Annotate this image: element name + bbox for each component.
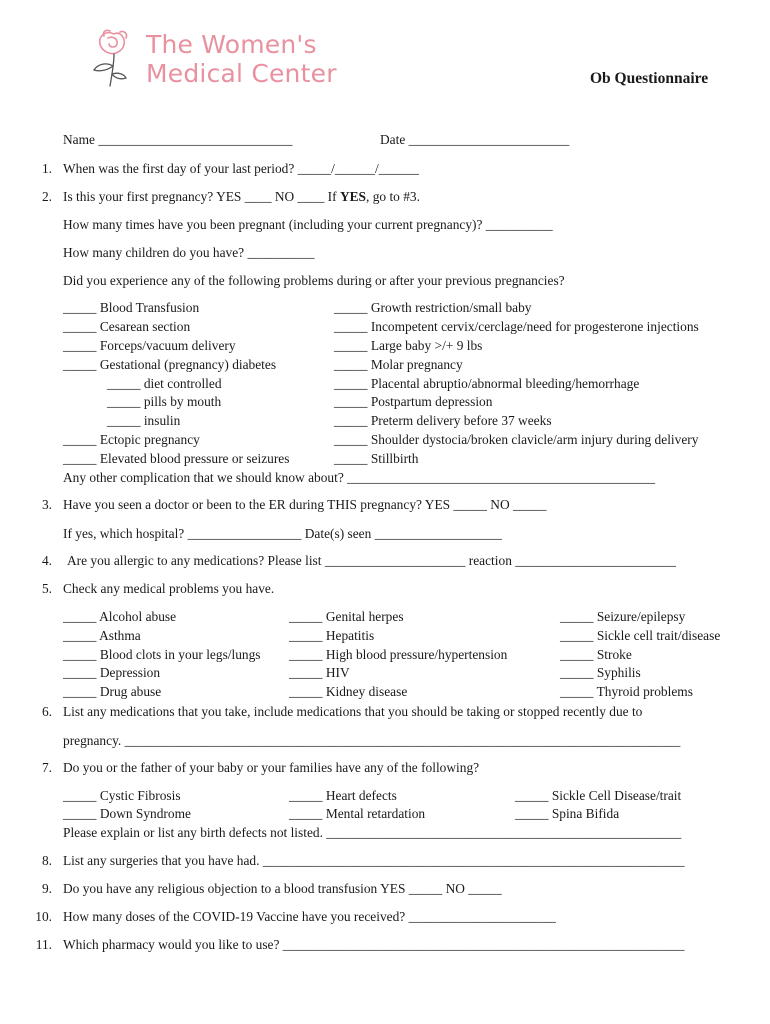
q5-problem-col2[interactable]: _____ Kidney disease [289, 684, 408, 699]
q2-problem-right[interactable]: _____ Molar pregnancy [334, 357, 463, 372]
q2-text-b: , go to #3. [366, 189, 420, 204]
q9-text[interactable]: Do you have any religious objection to a blood transfusion YES _____ NO _____ [63, 881, 502, 896]
q3-number: 3. [41, 497, 52, 512]
q5-problem-col1[interactable]: _____ Drug abuse [63, 684, 162, 699]
q2-times-pregnant[interactable]: How many times have you been pregnant (including your current pregnancy)? __________ [63, 217, 553, 232]
q2-text-a: Is this your first pregnancy? YES ____ NO ____ If [63, 189, 340, 204]
q3-text[interactable]: Have you seen a doctor or been to the ER during THIS pregnancy? YES _____ NO _____ [63, 497, 547, 512]
q7-number: 7. [41, 760, 52, 775]
q2-problem-left[interactable]: _____ Ectopic pregnancy [63, 432, 200, 447]
q1-number: 1. [41, 161, 52, 176]
q5-text: Check any medical problems you have. [63, 581, 275, 596]
rose-icon [90, 26, 140, 88]
q6-medications-line[interactable]: pregnancy. ___________________________________________________________________________________ [63, 733, 681, 748]
q2-problem-right[interactable]: _____ Preterm delivery before 37 weeks [334, 413, 552, 428]
q2-problem-right[interactable]: _____ Placental abruptio/abnormal bleeding/hemorrhage [334, 376, 640, 391]
q7-condition-col1[interactable]: _____ Cystic Fibrosis [63, 788, 181, 803]
q2-yes-bold: YES [339, 189, 367, 204]
q2-problem-right[interactable]: _____ Stillbirth [334, 451, 419, 466]
q7-condition-col2[interactable]: _____ Heart defects [289, 788, 397, 803]
q1-text[interactable]: When was the first day of your last period? _____/______/______ [63, 161, 419, 176]
q7-condition-col1[interactable]: _____ Down Syndrome [63, 806, 191, 821]
q2-problem-left[interactable]: _____ Elevated blood pressure or seizures [63, 451, 290, 466]
q11-number: 11. [35, 937, 52, 952]
q7-condition-col3[interactable]: _____ Sickle Cell Disease/trait [515, 788, 682, 803]
q9-number: 9. [41, 881, 52, 896]
q2-problems-intro: Did you experience any of the following problems during or after your previous pregnancies? [63, 273, 565, 288]
q5-problem-col3[interactable]: _____ Stroke [560, 647, 632, 662]
q7-explain[interactable]: Please explain or list any birth defects not listed. _____________________________________________________ [63, 825, 682, 840]
name-field[interactable]: Name _____________________________ [63, 132, 293, 147]
q2-problem-left[interactable]: _____ Cesarean section [63, 319, 191, 334]
q2-problem-left[interactable]: _____ Forceps/vacuum delivery [63, 338, 236, 353]
q2-problem-right[interactable]: _____ Growth restriction/small baby [334, 300, 532, 315]
q2-text[interactable] [63, 188, 420, 206]
q4-text[interactable]: Are you allergic to any medications? Please list _____________________ reaction ________________________ [67, 553, 676, 568]
q6-number: 6. [41, 704, 52, 719]
q5-problem-col1[interactable]: _____ Alcohol abuse [63, 609, 177, 624]
q5-problem-col2[interactable]: _____ Hepatitis [289, 628, 375, 643]
q3-hospital[interactable]: If yes, which hospital? _________________ Date(s) seen ___________________ [63, 526, 502, 541]
q2-problem-right[interactable]: _____ Postpartum depression [334, 394, 493, 409]
q6-text: List any medications that you take, include medications that you should be taking or stopped recently due to [63, 704, 643, 719]
q5-problem-col2[interactable]: _____ Genital herpes [289, 609, 404, 624]
page-title: Ob Questionnaire [590, 70, 709, 87]
q2-number: 2. [41, 189, 52, 204]
q10-text[interactable]: How many doses of the COVID-19 Vaccine have you received? ______________________ [63, 909, 556, 924]
q2-children[interactable]: How many children do you have? __________ [63, 245, 315, 260]
q8-number: 8. [41, 853, 52, 868]
q4-number: 4. [41, 553, 52, 568]
q5-problem-col3[interactable]: _____ Syphilis [560, 665, 641, 680]
q5-problem-col3[interactable]: _____ Thyroid problems [560, 684, 693, 699]
q2-problem-left[interactable]: _____ Blood Transfusion [63, 300, 200, 315]
q2-problem-left-sub[interactable]: _____ diet controlled [107, 376, 222, 391]
q2-other-complication[interactable]: Any other complication that we should know about? ______________________________________________ [63, 470, 656, 485]
q5-problem-col1[interactable]: _____ Depression [63, 665, 161, 680]
q5-problem-col3[interactable]: _____ Sickle cell trait/disease [560, 628, 721, 643]
logo-line1: The Women's [146, 30, 317, 59]
q2-problem-right[interactable]: _____ Shoulder dystocia/broken clavicle/arm injury during delivery [334, 432, 699, 447]
q2-problem-left-sub[interactable]: _____ pills by mouth [107, 394, 222, 409]
q10-number: 10. [35, 909, 52, 924]
q7-text: Do you or the father of your baby or your families have any of the following? [63, 760, 480, 775]
q2-problem-left-sub[interactable]: _____ insulin [107, 413, 181, 428]
q5-problem-col1[interactable]: _____ Blood clots in your legs/lungs [63, 647, 261, 662]
q2-problem-left[interactable]: _____ Gestational (pregnancy) diabetes [63, 357, 277, 372]
q8-text[interactable]: List any surgeries that you have had. _______________________________________________________________ [63, 853, 685, 868]
q7-condition-col2[interactable]: _____ Mental retardation [289, 806, 426, 821]
q7-condition-col3[interactable]: _____ Spina Bifida [515, 806, 620, 821]
q5-problem-col2[interactable]: _____ High blood pressure/hypertension [289, 647, 508, 662]
q5-problem-col3[interactable]: _____ Seizure/epilepsy [560, 609, 686, 624]
logo-line2: Medical Center [146, 59, 337, 88]
q11-text[interactable]: Which pharmacy would you like to use? ____________________________________________________________ [63, 937, 685, 952]
date-field[interactable]: Date ________________________ [380, 132, 570, 147]
q2-problem-right[interactable]: _____ Large baby >/+ 9 lbs [334, 338, 483, 353]
q5-problem-col1[interactable]: _____ Asthma [63, 628, 141, 643]
q5-problem-col2[interactable]: _____ HIV [289, 665, 350, 680]
q5-number: 5. [41, 581, 52, 596]
q2-problem-right[interactable]: _____ Incompetent cervix/cerclage/need for progesterone injections [334, 319, 699, 334]
